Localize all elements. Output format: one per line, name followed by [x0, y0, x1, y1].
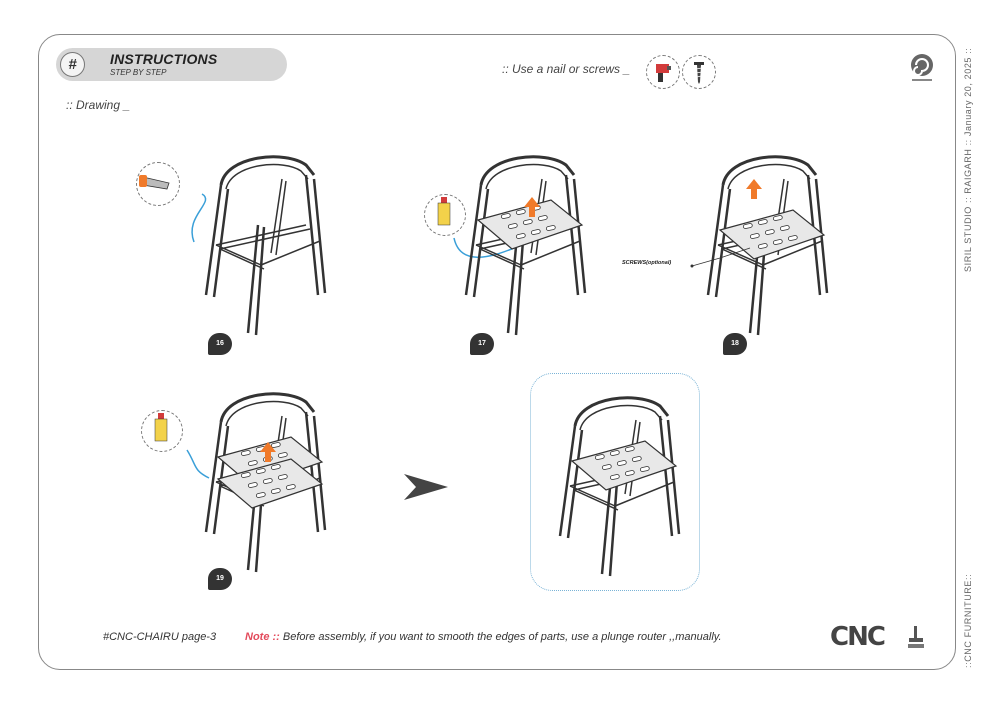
chair-step-16 — [186, 145, 346, 345]
nail-gun-icon — [646, 55, 680, 89]
cnc-logo: CNC — [830, 622, 884, 652]
step-badge: 17 — [470, 333, 494, 355]
final-chair — [540, 386, 700, 586]
assembly-note — [245, 631, 722, 643]
saw-icon — [136, 162, 180, 206]
step-badge: 18 — [723, 333, 747, 355]
glue-bottle-icon — [141, 410, 183, 452]
callout-line — [680, 244, 760, 274]
fastener-hint: :: Use a nail or screws _ — [502, 62, 631, 76]
section-label: :: Drawing _ — [66, 98, 131, 112]
hash-badge: # — [60, 52, 85, 77]
spiral-logo-icon — [909, 52, 937, 84]
side-text-top: SIRIL STUDIO :: RAIGARH :: January 20, 2025 :: — [963, 47, 973, 272]
next-arrow-icon — [402, 472, 452, 502]
screws-callout: SCREWS(optional) — [622, 260, 672, 266]
step-badge: 19 — [208, 568, 232, 590]
chair-step-19 — [186, 382, 346, 582]
page-code: #CNC-CHAIRU page-3 — [103, 631, 217, 643]
note-label: Note :: — [245, 631, 280, 643]
router-icon — [906, 624, 926, 650]
chair-step-17 — [446, 145, 606, 345]
note-text: Before assembly, if you want to smooth the edges of parts, use a plunge router ,,manually. — [282, 631, 722, 643]
step-badge: 16 — [208, 333, 232, 355]
page-frame — [38, 34, 956, 670]
side-text-bottom: ::CNC FURNITURE:: — [963, 573, 973, 668]
page-subtitle: STEP BY STEP — [110, 68, 167, 77]
page-title: INSTRUCTIONS — [110, 51, 218, 67]
screw-icon — [682, 55, 716, 89]
